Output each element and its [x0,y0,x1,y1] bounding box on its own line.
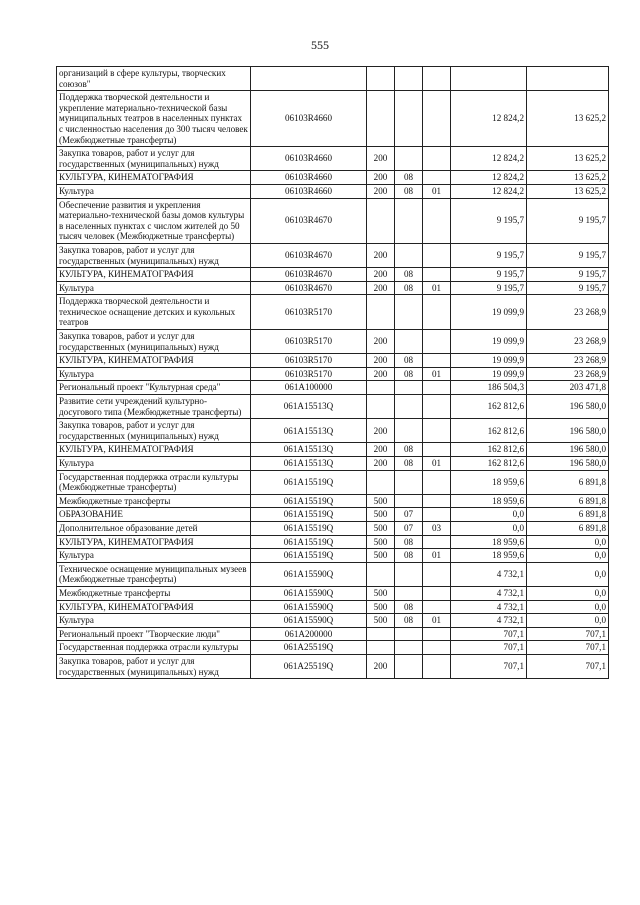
table-row [57,184,609,198]
amount-year2-cell: 9 195,7 [527,281,609,295]
amount-year1-cell: 707,1 [451,641,527,655]
expense-type-cell: 200 [367,281,395,295]
table-row [57,600,609,614]
section-cell [395,627,423,641]
expense-type-cell: 200 [367,457,395,471]
section-cell [395,494,423,508]
table-row [57,243,609,267]
section-cell: 08 [395,171,423,185]
target-article-code-cell: 06103R4670 [251,281,367,295]
subsection-cell: 03 [423,521,451,535]
table-row [57,381,609,395]
target-article-code-cell: 061A15513Q [251,457,367,471]
expense-type-cell: 200 [367,419,395,443]
amount-year2-cell: 0,0 [527,535,609,549]
section-cell [395,419,423,443]
table-row [57,562,609,586]
row-name-cell: Поддержка творческой деятельности и укрепление материально-технической базы муниципальных театров в населенных пунктах с численностью населения до 300 тысяч человек (Межбюджетные трансферты) [57,91,251,147]
row-name-cell: Культура [57,549,251,563]
amount-year1-cell: 9 195,7 [451,243,527,267]
table-row [57,457,609,471]
amount-year1-cell: 707,1 [451,627,527,641]
expense-type-cell: 500 [367,549,395,563]
table-row [57,494,609,508]
amount-year1-cell: 19 099,9 [451,354,527,368]
subsection-cell [423,354,451,368]
table-row [57,67,609,91]
expense-type-cell [367,67,395,91]
row-name-cell: ОБРАЗОВАНИЕ [57,508,251,522]
subsection-cell [423,198,451,243]
expense-type-cell: 500 [367,494,395,508]
table-row [57,91,609,147]
expense-type-cell: 200 [367,443,395,457]
subsection-cell [423,627,451,641]
section-cell [395,330,423,354]
expense-type-cell: 500 [367,535,395,549]
row-name-cell: Закупка товаров, работ и услуг для государственных (муниципальных) нужд [57,330,251,354]
amount-year1-cell: 19 099,9 [451,295,527,330]
expense-type-cell: 200 [367,654,395,678]
amount-year1-cell: 4 732,1 [451,586,527,600]
amount-year1-cell: 18 959,6 [451,470,527,494]
page-number: 555 [311,38,329,52]
amount-year2-cell [527,67,609,91]
expense-type-cell: 200 [367,330,395,354]
amount-year2-cell: 0,0 [527,600,609,614]
row-name-cell: Культура [57,184,251,198]
section-cell: 08 [395,457,423,471]
amount-year2-cell: 23 268,9 [527,354,609,368]
subsection-cell [423,171,451,185]
amount-year2-cell: 9 195,7 [527,268,609,282]
section-cell [395,67,423,91]
table-row [57,627,609,641]
table-row [57,443,609,457]
target-article-code-cell: 061A15590Q [251,614,367,628]
section-cell [395,562,423,586]
section-cell: 08 [395,443,423,457]
table-row [57,147,609,171]
subsection-cell [423,419,451,443]
row-name-cell: КУЛЬТУРА, КИНЕМАТОГРАФИЯ [57,268,251,282]
subsection-cell [423,508,451,522]
amount-year2-cell: 23 268,9 [527,367,609,381]
row-name-cell: Техническое оснащение муниципальных музеев (Межбюджетные трансферты) [57,562,251,586]
section-cell [395,198,423,243]
subsection-cell [423,147,451,171]
amount-year1-cell: 18 959,6 [451,535,527,549]
expense-type-cell [367,562,395,586]
subsection-cell [423,586,451,600]
row-name-cell: Закупка товаров, работ и услуг для государственных (муниципальных) нужд [57,654,251,678]
row-name-cell: Дополнительное образование детей [57,521,251,535]
amount-year2-cell: 13 625,2 [527,147,609,171]
section-cell: 08 [395,549,423,563]
table-row [57,330,609,354]
section-cell: 08 [395,281,423,295]
table-row [57,641,609,655]
subsection-cell: 01 [423,367,451,381]
row-name-cell: КУЛЬТУРА, КИНЕМАТОГРАФИЯ [57,535,251,549]
table-row [57,198,609,243]
amount-year1-cell: 162 812,6 [451,395,527,419]
expense-type-cell: 500 [367,600,395,614]
amount-year1-cell: 12 824,2 [451,184,527,198]
amount-year2-cell: 13 625,2 [527,171,609,185]
target-article-code-cell: 061A15519Q [251,521,367,535]
row-name-cell: Закупка товаров, работ и услуг для государственных (муниципальных) нужд [57,419,251,443]
amount-year2-cell: 23 268,9 [527,330,609,354]
section-cell: 07 [395,508,423,522]
section-cell [395,470,423,494]
section-cell [395,654,423,678]
subsection-cell [423,562,451,586]
table-row [57,535,609,549]
amount-year1-cell: 4 732,1 [451,562,527,586]
amount-year2-cell: 196 580,0 [527,443,609,457]
row-name-cell: КУЛЬТУРА, КИНЕМАТОГРАФИЯ [57,354,251,368]
subsection-cell [423,654,451,678]
subsection-cell: 01 [423,457,451,471]
section-cell [395,147,423,171]
amount-year1-cell: 9 195,7 [451,281,527,295]
table-row [57,171,609,185]
amount-year2-cell: 6 891,8 [527,521,609,535]
row-name-cell: КУЛЬТУРА, КИНЕМАТОГРАФИЯ [57,600,251,614]
expense-type-cell: 500 [367,508,395,522]
table-row [57,654,609,678]
section-cell: 08 [395,614,423,628]
subsection-cell: 01 [423,184,451,198]
section-cell [395,586,423,600]
target-article-code-cell: 061A15590Q [251,562,367,586]
amount-year1-cell: 186 504,3 [451,381,527,395]
row-name-cell: Межбюджетные трансферты [57,586,251,600]
section-cell [395,381,423,395]
amount-year1-cell [451,67,527,91]
target-article-code-cell: 06103R4670 [251,198,367,243]
subsection-cell [423,295,451,330]
budget-table [56,66,609,679]
amount-year2-cell: 9 195,7 [527,198,609,243]
amount-year2-cell: 0,0 [527,614,609,628]
subsection-cell: 01 [423,549,451,563]
amount-year2-cell: 203 471,8 [527,381,609,395]
row-name-cell: Культура [57,367,251,381]
table-row [57,295,609,330]
row-name-cell: Развитие сети учреждений культурно-досугового типа (Межбюджетные трансферты) [57,395,251,419]
amount-year2-cell: 13 625,2 [527,91,609,147]
amount-year1-cell: 162 812,6 [451,419,527,443]
expense-type-cell: 500 [367,521,395,535]
section-cell [395,91,423,147]
amount-year2-cell: 707,1 [527,654,609,678]
amount-year2-cell: 13 625,2 [527,184,609,198]
expense-type-cell: 200 [367,171,395,185]
target-article-code-cell: 06103R5170 [251,295,367,330]
row-name-cell: Закупка товаров, работ и услуг для государственных (муниципальных) нужд [57,243,251,267]
subsection-cell [423,67,451,91]
expense-type-cell: 200 [367,147,395,171]
amount-year1-cell: 19 099,9 [451,330,527,354]
amount-year1-cell: 18 959,6 [451,549,527,563]
amount-year1-cell: 12 824,2 [451,91,527,147]
expense-type-cell: 500 [367,586,395,600]
table-row [57,281,609,295]
section-cell: 08 [395,184,423,198]
row-name-cell: Поддержка творческой деятельности и техническое оснащение детских и кукольных театров [57,295,251,330]
target-article-code-cell: 061A15519Q [251,494,367,508]
expense-type-cell: 200 [367,243,395,267]
section-cell: 08 [395,535,423,549]
row-name-cell: КУЛЬТУРА, КИНЕМАТОГРАФИЯ [57,171,251,185]
target-article-code-cell: 06103R5170 [251,354,367,368]
table-row [57,586,609,600]
row-name-cell: Государственная поддержка отрасли культуры (Межбюджетные трансферты) [57,470,251,494]
table-row [57,470,609,494]
expense-type-cell: 200 [367,354,395,368]
amount-year1-cell: 9 195,7 [451,198,527,243]
amount-year1-cell: 162 812,6 [451,443,527,457]
table-row [57,268,609,282]
amount-year2-cell: 23 268,9 [527,295,609,330]
amount-year1-cell: 0,0 [451,508,527,522]
expense-type-cell: 200 [367,268,395,282]
table-row [57,354,609,368]
target-article-code-cell: 061A200000 [251,627,367,641]
section-cell [395,641,423,655]
amount-year2-cell: 0,0 [527,549,609,563]
amount-year2-cell: 196 580,0 [527,457,609,471]
target-article-code-cell: 061A15519Q [251,508,367,522]
table-row [57,508,609,522]
amount-year1-cell: 162 812,6 [451,457,527,471]
row-name-cell: Закупка товаров, работ и услуг для государственных (муниципальных) нужд [57,147,251,171]
section-cell [395,295,423,330]
expense-type-cell [367,381,395,395]
expense-type-cell [367,198,395,243]
amount-year2-cell: 6 891,8 [527,508,609,522]
row-name-cell: организаций в сфере культуры, творческих союзов" [57,67,251,91]
section-cell: 08 [395,600,423,614]
section-cell: 08 [395,354,423,368]
expense-type-cell: 200 [367,184,395,198]
target-article-code-cell [251,67,367,91]
row-name-cell: КУЛЬТУРА, КИНЕМАТОГРАФИЯ [57,443,251,457]
row-name-cell: Обеспечение развития и укрепления материально-технической базы домов культуры в населенных пунктах с числом жителей до 50 тысяч человек (Межбюджетные трансферты) [57,198,251,243]
target-article-code-cell: 061A25519Q [251,641,367,655]
subsection-cell [423,268,451,282]
target-article-code-cell: 061A15513Q [251,395,367,419]
target-article-code-cell: 06103R4670 [251,243,367,267]
section-cell: 08 [395,268,423,282]
table-body [57,67,609,679]
subsection-cell [423,395,451,419]
subsection-cell [423,91,451,147]
amount-year1-cell: 12 824,2 [451,147,527,171]
section-cell: 08 [395,367,423,381]
expense-type-cell [367,641,395,655]
amount-year1-cell: 9 195,7 [451,268,527,282]
target-article-code-cell: 061A15513Q [251,419,367,443]
expense-type-cell: 500 [367,614,395,628]
target-article-code-cell: 061A15590Q [251,586,367,600]
amount-year1-cell: 12 824,2 [451,171,527,185]
subsection-cell [423,243,451,267]
amount-year2-cell: 707,1 [527,627,609,641]
target-article-code-cell: 061A15590Q [251,600,367,614]
target-article-code-cell: 06103R5170 [251,367,367,381]
subsection-cell: 01 [423,614,451,628]
amount-year2-cell: 707,1 [527,641,609,655]
section-cell [395,395,423,419]
section-cell: 07 [395,521,423,535]
target-article-code-cell: 061A25519Q [251,654,367,678]
subsection-cell: 01 [423,281,451,295]
row-name-cell: Региональный проект "Культурная среда" [57,381,251,395]
amount-year2-cell: 196 580,0 [527,419,609,443]
target-article-code-cell: 061A15519Q [251,549,367,563]
target-article-code-cell: 06103R4660 [251,171,367,185]
amount-year2-cell: 9 195,7 [527,243,609,267]
subsection-cell [423,641,451,655]
table-row [57,614,609,628]
table-row [57,395,609,419]
subsection-cell [423,494,451,508]
expense-type-cell [367,295,395,330]
target-article-code-cell: 06103R4660 [251,91,367,147]
row-name-cell: Региональный проект "Творческие люди" [57,627,251,641]
amount-year2-cell: 196 580,0 [527,395,609,419]
target-article-code-cell: 06103R5170 [251,330,367,354]
expense-type-cell [367,470,395,494]
amount-year1-cell: 707,1 [451,654,527,678]
row-name-cell: Межбюджетные трансферты [57,494,251,508]
subsection-cell [423,330,451,354]
amount-year1-cell: 0,0 [451,521,527,535]
row-name-cell: Государственная поддержка отрасли культуры [57,641,251,655]
target-article-code-cell: 06103R4660 [251,147,367,171]
table-row [57,419,609,443]
expense-type-cell [367,627,395,641]
table-row [57,521,609,535]
expense-type-cell: 200 [367,367,395,381]
target-article-code-cell: 06103R4660 [251,184,367,198]
row-name-cell: Культура [57,614,251,628]
subsection-cell [423,600,451,614]
amount-year2-cell: 0,0 [527,562,609,586]
subsection-cell [423,470,451,494]
amount-year1-cell: 19 099,9 [451,367,527,381]
expense-type-cell [367,91,395,147]
subsection-cell [423,443,451,457]
amount-year2-cell: 6 891,8 [527,470,609,494]
subsection-cell [423,381,451,395]
target-article-code-cell: 061A15519Q [251,535,367,549]
row-name-cell: Культура [57,457,251,471]
amount-year1-cell: 4 732,1 [451,600,527,614]
section-cell [395,243,423,267]
table-row [57,549,609,563]
target-article-code-cell: 061A100000 [251,381,367,395]
expense-type-cell [367,395,395,419]
target-article-code-cell: 06103R4670 [251,268,367,282]
row-name-cell: Культура [57,281,251,295]
amount-year2-cell: 6 891,8 [527,494,609,508]
table-row [57,367,609,381]
amount-year1-cell: 4 732,1 [451,614,527,628]
target-article-code-cell: 061A15519Q [251,470,367,494]
amount-year2-cell: 0,0 [527,586,609,600]
subsection-cell [423,535,451,549]
target-article-code-cell: 061A15513Q [251,443,367,457]
amount-year1-cell: 18 959,6 [451,494,527,508]
